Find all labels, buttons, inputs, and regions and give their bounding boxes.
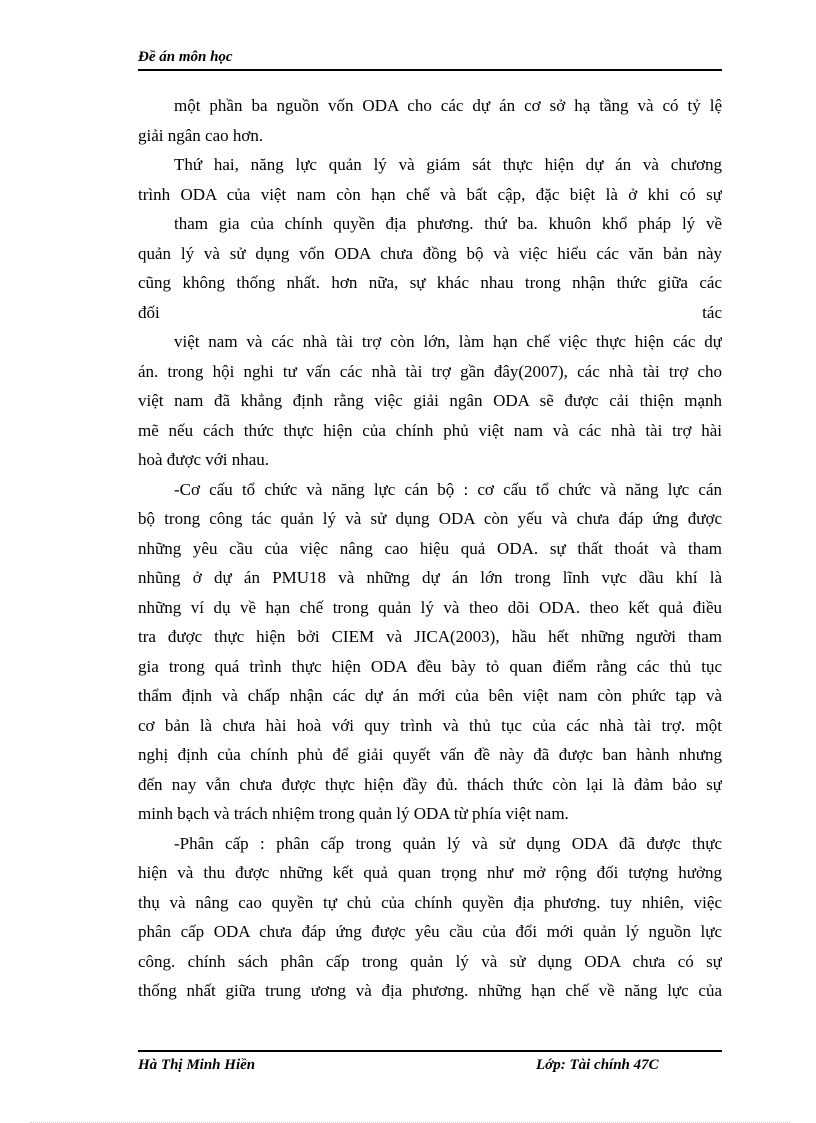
text-line: -Cơ cấu tổ chức và năng lực cán bộ : cơ cấu tổ chức và năng lực cán [174, 479, 722, 499]
text-line: án. trong hội nghi tư vấn các nhà tài trợ gần đây(2007), các nhà tài trợ cho [138, 361, 722, 381]
text-line: việt nam đã khẳng định rằng việc giải ngân ODA sẽ được cải thiện mạnh [138, 391, 722, 410]
footer-rule [138, 1050, 722, 1052]
text-line: những yêu cầu của việc nâng cao hiệu quả ODA. sự thất thoát và tham [138, 538, 722, 558]
text-line: nghị định của chính phủ để giải quyết vấn đề này đã được ban hành nhưng [138, 745, 722, 764]
text-line: một phần ba nguồn vốn ODA cho các dự án cơ sở hạ tầng và có tỷ lệ [174, 96, 722, 115]
text-line: đến nay vẫn chưa được thực hiện đầy đủ. thách thức còn lại là đảm bảo sự [138, 774, 722, 794]
text-line: gia trong quá trình thực hiện ODA đều bày tỏ quan điểm rằng các thủ tục [138, 656, 722, 676]
text-line: minh bạch và trách nhiệm trong quản lý ODA từ phía việt nam. [138, 804, 569, 823]
text-line: quản lý và sử dụng vốn ODA chưa đồng bộ và việc hiểu các văn bản này [138, 243, 722, 263]
text-line: mẽ nếu cách thức thực hiện của chính phủ việt nam và các nhà tài trợ hài [138, 420, 722, 440]
text-line: hoà được với nhau. [138, 450, 270, 469]
header-title: Đề án môn học [138, 49, 233, 65]
text-line: bộ trong công tác quản lý và sử dụng ODA còn yếu và chưa đáp ứng được [138, 509, 722, 528]
header-rule [138, 69, 722, 71]
text-line: tham gia của chính quyền địa phương. thứ ba. khuôn khổ pháp lý về [174, 214, 722, 233]
text-line: phân cấp ODA chưa đáp ứng được yêu cầu của đổi mới quản lý nguồn lực [138, 922, 722, 941]
body-text [138, 91, 722, 1006]
footer-author: Hà Thị Minh Hiền [138, 1057, 256, 1073]
text-line: giải ngân cao hơn. [138, 125, 264, 145]
text-line: thụ và nâng cao quyền tự chủ của chính quyền địa phương. tuy nhiên, việc [138, 892, 722, 912]
text-line: cũng không thống nhất. hơn nữa, sự khác nhau trong nhận thức giữa các [138, 273, 722, 292]
footer-class: Lớp: Tài chính 47C [536, 1057, 659, 1073]
text-line: trình ODA của việt nam còn hạn chế và bất cập, đặc biệt là ở khi có sự [138, 184, 722, 204]
text-line: thống nhất giữa trung ương và địa phương. những hạn chế về năng lực của [138, 981, 722, 1000]
page-header [138, 47, 722, 67]
text-line: những ví dụ về hạn chế trong quản lý và theo dõi ODA. theo kết quả điều [138, 597, 722, 617]
text-line: tra được thực hiện bởi CIEM và JICA(2003), hầu hết những người tham [138, 627, 722, 646]
text-line: -Phân cấp : phân cấp trong quản lý và sử dụng ODA đã được thực [174, 833, 722, 853]
text-line: hiện và thu được những kết quả quan trọng như mở rộng đối tượng hưởng [138, 863, 722, 882]
text-line: nhũng ở dự án PMU18 và những dự án lớn trong lĩnh vực dầu khí là [138, 568, 722, 587]
text-line: Thứ hai, năng lực quản lý và giám sát thực hiện dự án và chương [174, 155, 722, 174]
text-line: cơ bản là chưa hài hoà với quy trình và thủ tục của các nhà tài trợ. một [138, 715, 722, 735]
text-line: công. chính sách phân cấp trong quản lý và sử dụng ODA chưa có sự [138, 951, 722, 971]
text-line: việt nam và các nhà tài trợ còn lớn, làm hạn chế việc thực hiện các dự [174, 332, 722, 351]
text-line: đối tác [138, 302, 722, 322]
text-line: thẩm định và chấp nhận các dự án mới của bên việt nam còn phức tạp và [138, 686, 722, 705]
